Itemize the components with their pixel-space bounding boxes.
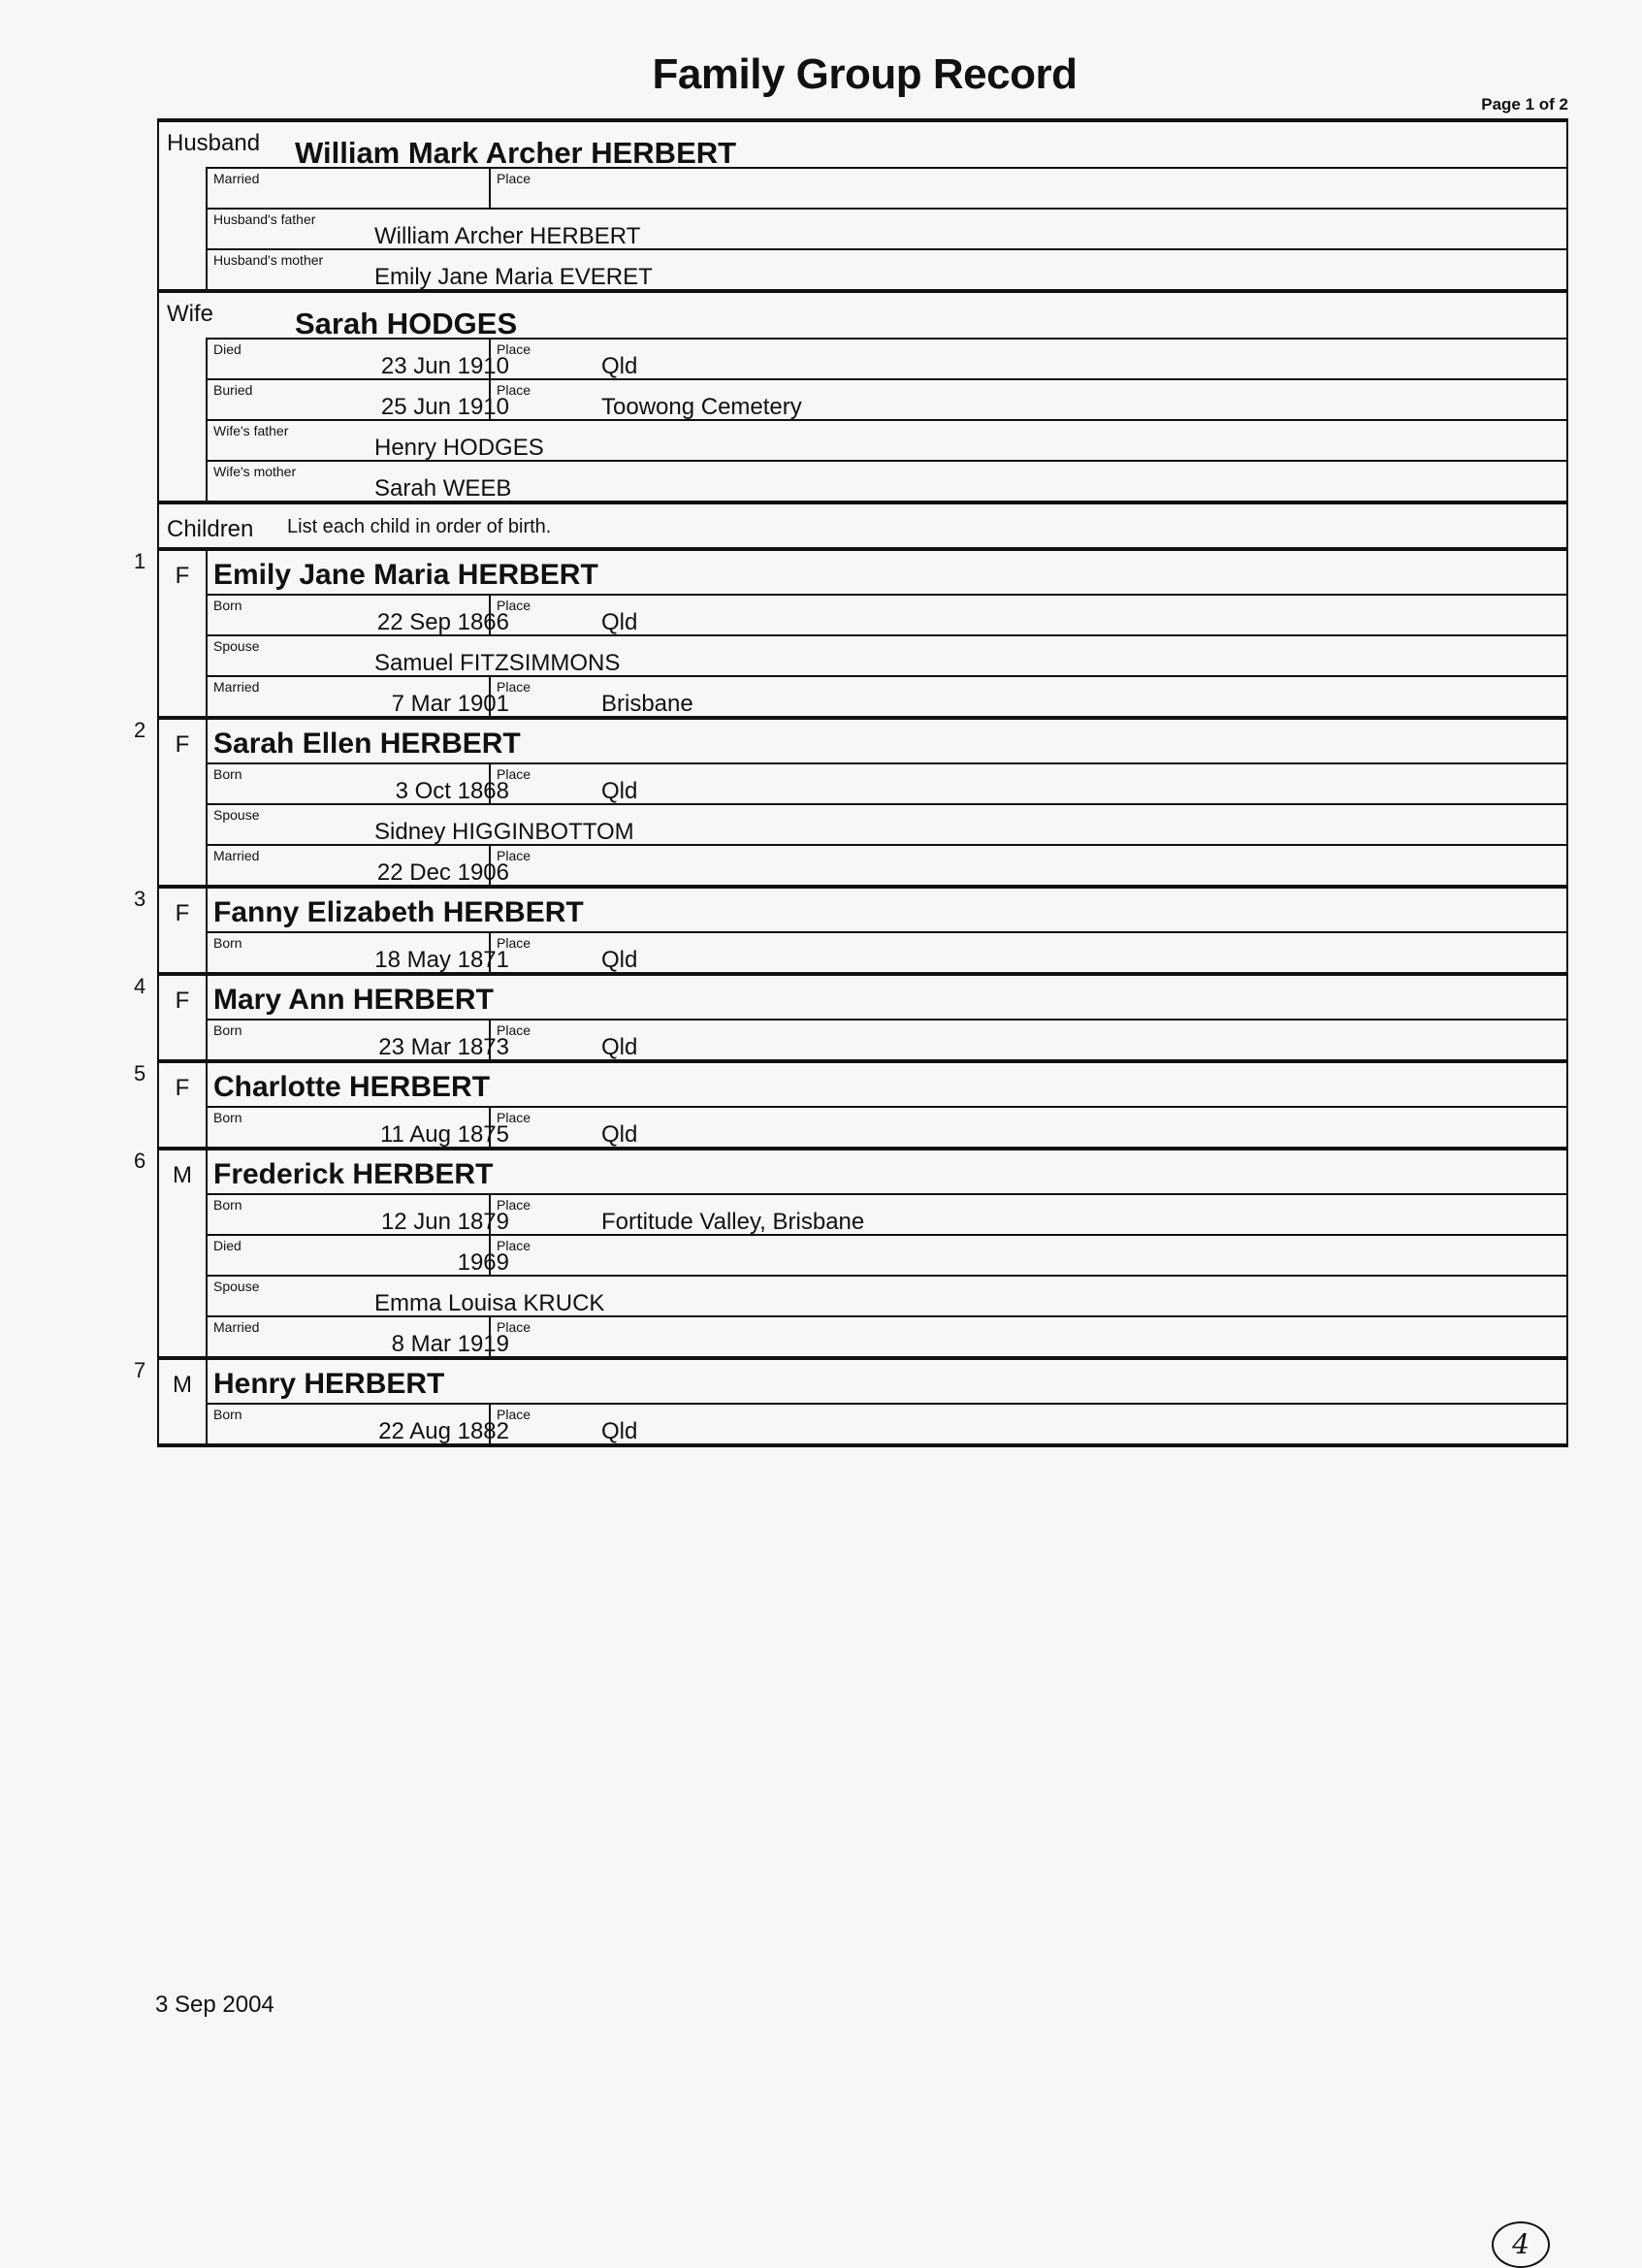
child-name: Henry HERBERT xyxy=(213,1368,445,1400)
form-bottom-rule xyxy=(157,1443,1568,1447)
wife-died-place: Qld xyxy=(601,353,638,379)
child-number: 1 xyxy=(134,549,146,573)
born-date: 11 Aug 1875 xyxy=(379,1121,509,1148)
wife-father: Henry HODGES xyxy=(374,435,544,461)
field-label: Born xyxy=(213,1022,242,1038)
child-sex: M xyxy=(173,1372,192,1398)
field-label: Married xyxy=(213,679,260,695)
wife-buried-date: 25 Jun 1910 xyxy=(380,394,509,420)
place-label: Place xyxy=(497,766,531,782)
born-row xyxy=(208,1106,1566,1147)
husband-married-row xyxy=(208,167,1566,208)
child-header xyxy=(134,1061,1566,1106)
married-date: 8 Mar 1919 xyxy=(391,1331,509,1357)
children-instruction: List each child in order of birth. xyxy=(287,516,552,537)
husband-label: Husband xyxy=(167,130,261,156)
place-label: Place xyxy=(497,1110,531,1125)
husband-mother: Emily Jane Maria EVERET xyxy=(374,264,653,290)
place-label: Place xyxy=(497,341,531,357)
wife-section xyxy=(157,289,1568,501)
child-header xyxy=(134,549,1566,594)
born-date: 18 May 1871 xyxy=(374,947,509,973)
child-header xyxy=(134,1149,1566,1193)
field-label: Husband's father xyxy=(213,211,316,227)
place-label: Place xyxy=(497,1197,531,1213)
wife-mother-row xyxy=(208,460,1566,501)
wife-father-row xyxy=(208,419,1566,460)
spouse-name: Sidney HIGGINBOTTOM xyxy=(374,819,634,845)
born-place: Qld xyxy=(601,947,638,973)
field-label: Born xyxy=(213,1110,242,1125)
field-label: Born xyxy=(213,1197,242,1213)
child-header xyxy=(134,974,1566,1019)
children-label: Children xyxy=(167,516,254,542)
child-number: 3 xyxy=(134,887,146,911)
husband-father-row xyxy=(208,208,1566,248)
wife-died-row xyxy=(208,338,1566,378)
child-section xyxy=(134,716,1568,886)
field-label: Married xyxy=(213,1319,260,1335)
child-number: 2 xyxy=(134,718,146,742)
born-row xyxy=(208,1193,1566,1234)
field-label: Married xyxy=(213,171,260,186)
spouse-row xyxy=(208,803,1566,844)
child-name: Frederick HERBERT xyxy=(213,1158,494,1190)
child-header xyxy=(134,1358,1566,1403)
child-section xyxy=(134,972,1568,1060)
place-label: Place xyxy=(497,679,531,695)
wife-died-date: 23 Jun 1910 xyxy=(380,353,509,379)
child-name: Sarah Ellen HERBERT xyxy=(213,728,521,760)
wife-buried-place: Toowong Cemetery xyxy=(601,394,802,420)
born-date: 3 Oct 1868 xyxy=(395,778,509,804)
field-label: Husband's mother xyxy=(213,252,324,268)
child-sex: F xyxy=(175,1075,190,1101)
field-label: Wife's father xyxy=(213,423,289,438)
place-label: Place xyxy=(497,1407,531,1422)
child-section xyxy=(134,1147,1568,1357)
born-place: Qld xyxy=(601,1121,638,1148)
page-label: Page 1 of 2 xyxy=(1481,95,1568,113)
married-place: Brisbane xyxy=(601,691,693,717)
married-date: 22 Dec 1906 xyxy=(376,859,509,886)
born-row xyxy=(208,1019,1566,1059)
child-number: 6 xyxy=(134,1149,146,1173)
place-label: Place xyxy=(497,935,531,951)
born-place: Qld xyxy=(601,1418,638,1444)
child-number: 7 xyxy=(134,1358,146,1382)
husband-father: William Archer HERBERT xyxy=(374,223,641,249)
field-label: Spouse xyxy=(213,1279,260,1294)
field-label: Born xyxy=(213,935,242,951)
page-title: Family Group Record xyxy=(652,50,1078,98)
field-label: Married xyxy=(213,848,260,863)
wife-name: Sarah HODGES xyxy=(295,307,518,340)
child-sex: F xyxy=(175,563,190,589)
field-label: Spouse xyxy=(213,638,260,654)
child-sex: M xyxy=(173,1162,192,1188)
married-row xyxy=(208,1315,1566,1356)
married-date: 7 Mar 1901 xyxy=(391,691,509,717)
born-place: Qld xyxy=(601,1034,638,1060)
child-name: Mary Ann HERBERT xyxy=(213,984,494,1016)
field-label: Born xyxy=(213,766,242,782)
died-date: 1969 xyxy=(457,1249,509,1276)
married-row xyxy=(208,844,1566,885)
born-date: 22 Sep 1866 xyxy=(376,609,509,635)
child-sex: F xyxy=(175,900,190,926)
husband-header xyxy=(159,122,1566,170)
born-place: Fortitude Valley, Brisbane xyxy=(601,1209,865,1235)
family-group-form xyxy=(134,118,1568,1447)
children-header xyxy=(157,501,1568,547)
field-label: Wife's mother xyxy=(213,464,297,479)
husband-section xyxy=(157,118,1568,289)
footer-date: 3 Sep 2004 xyxy=(155,1992,274,2018)
spouse-row xyxy=(208,634,1566,675)
spouse-row xyxy=(208,1275,1566,1315)
born-place: Qld xyxy=(601,778,638,804)
wife-mother: Sarah WEEB xyxy=(374,475,512,502)
child-header xyxy=(134,718,1566,762)
born-row xyxy=(208,594,1566,634)
spouse-name: Emma Louisa KRUCK xyxy=(374,1290,605,1316)
child-section xyxy=(134,1356,1568,1444)
wife-buried-row xyxy=(208,378,1566,419)
place-label: Place xyxy=(497,848,531,863)
place-label: Place xyxy=(497,598,531,613)
born-date: 23 Mar 1873 xyxy=(378,1034,509,1060)
spouse-name: Samuel FITZSIMMONS xyxy=(374,650,621,676)
died-row xyxy=(208,1234,1566,1275)
born-row xyxy=(208,1403,1566,1443)
place-label: Place xyxy=(497,171,531,186)
field-label: Born xyxy=(213,1407,242,1422)
field-label: Spouse xyxy=(213,807,260,823)
husband-name: William Mark Archer HERBERT xyxy=(295,136,737,170)
born-row xyxy=(208,931,1566,972)
child-name: Charlotte HERBERT xyxy=(213,1071,491,1103)
child-number: 5 xyxy=(134,1061,146,1085)
field-label: Died xyxy=(213,1238,241,1253)
place-label: Place xyxy=(497,1238,531,1253)
child-name: Emily Jane Maria HERBERT xyxy=(213,559,598,591)
child-number: 4 xyxy=(134,974,146,998)
circled-page-number: 4 xyxy=(1492,2221,1550,2268)
place-label: Place xyxy=(497,1319,531,1335)
born-date: 12 Jun 1879 xyxy=(380,1209,509,1235)
field-label: Died xyxy=(213,341,241,357)
place-label: Place xyxy=(497,1022,531,1038)
place-label: Place xyxy=(497,382,531,398)
wife-label: Wife xyxy=(167,301,213,327)
child-sex: F xyxy=(175,731,190,758)
born-place: Qld xyxy=(601,609,638,635)
child-section xyxy=(134,1059,1568,1148)
field-label: Born xyxy=(213,598,242,613)
married-row xyxy=(208,675,1566,716)
child-name: Fanny Elizabeth HERBERT xyxy=(213,896,584,928)
wife-header xyxy=(159,293,1566,338)
child-header xyxy=(134,887,1566,931)
born-date: 22 Aug 1882 xyxy=(378,1418,509,1444)
child-section xyxy=(134,547,1568,717)
born-row xyxy=(208,762,1566,803)
field-label: Buried xyxy=(213,382,253,398)
child-section xyxy=(134,885,1568,973)
husband-mother-row xyxy=(208,248,1566,289)
child-sex: F xyxy=(175,988,190,1014)
